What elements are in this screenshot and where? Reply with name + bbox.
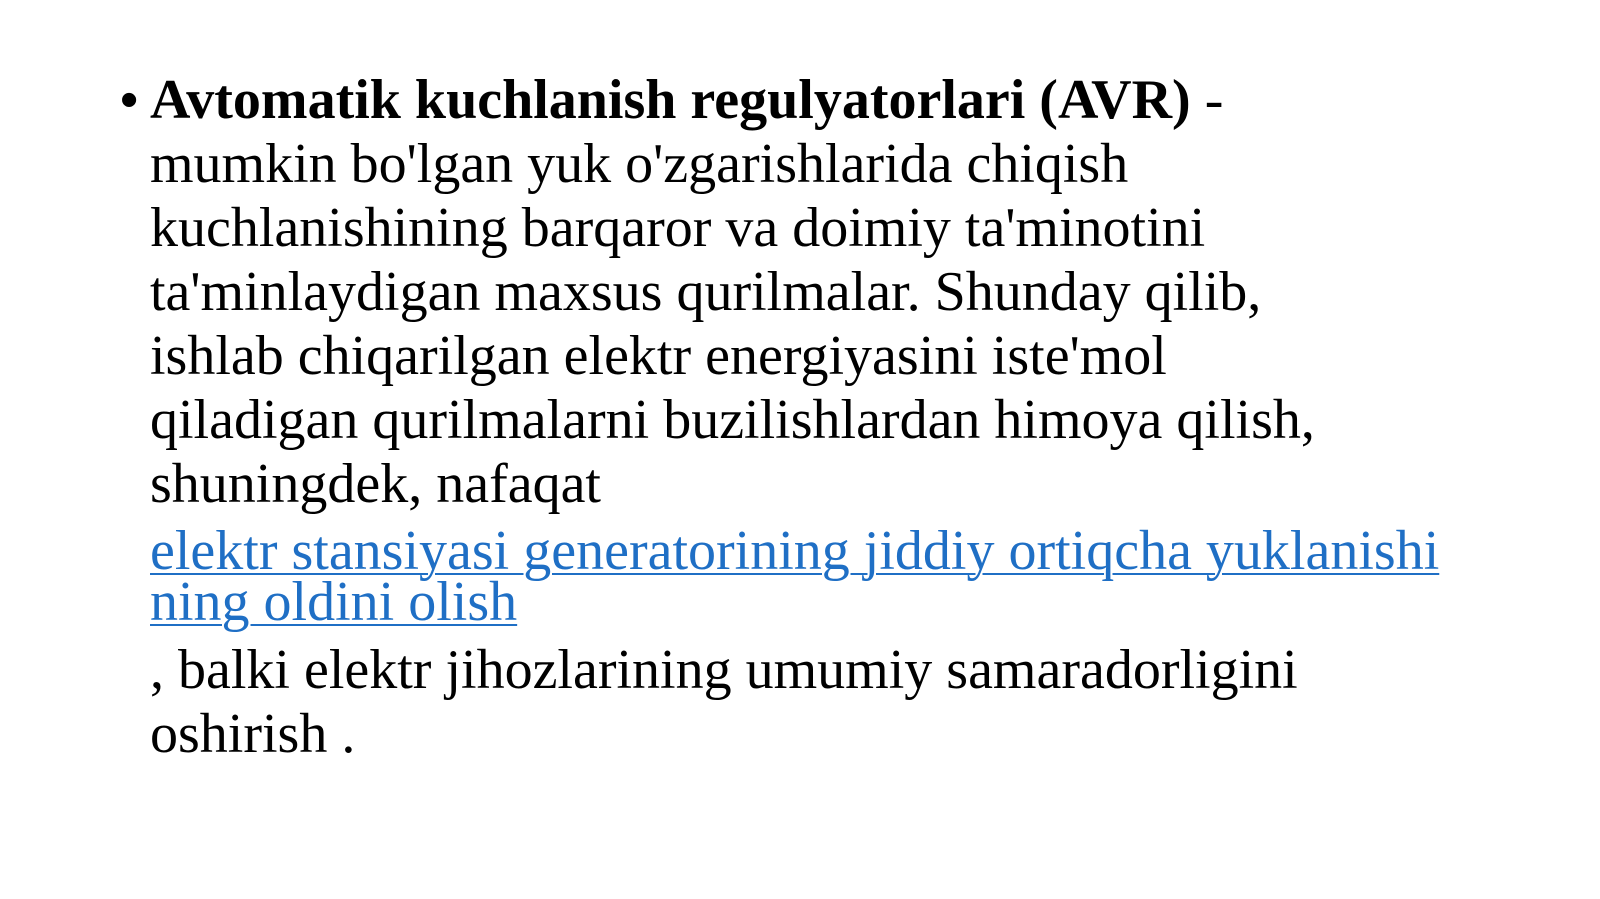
text-line: , balki elektr jihozlarining umumiy samaradorligini xyxy=(150,639,1298,701)
term-heading: Avtomatik kuchlanish regulyatorlari (AVR) xyxy=(150,69,1191,131)
generator-overload-link[interactable]: elektr stansiyasi generatorining jiddiy ortiqcha yuklanishining oldini olish xyxy=(150,520,1440,633)
text-line: ishlab chiqarilgan elektr energiyasini iste'mol xyxy=(150,325,1167,387)
text-line: ta'minlaydigan maxsus qurilmalar. Shunday qilib, xyxy=(150,261,1262,323)
bullet-icon: • xyxy=(120,71,139,129)
bullet-item xyxy=(120,68,1460,766)
text-line: mumkin bo'lgan yuk o'zgarishlarida chiqish xyxy=(150,133,1129,195)
term-line xyxy=(150,68,1460,132)
term-dash: - xyxy=(1190,69,1224,131)
bullet-text xyxy=(150,68,1460,766)
text-line: kuchlanishining barqaror va doimiy ta'minotini xyxy=(150,197,1206,259)
text-line: qiladigan qurilmalarni buzilishlardan himoya qilish, xyxy=(150,389,1315,451)
text-line: shuningdek, nafaqat xyxy=(150,453,601,515)
text-line: oshirish . xyxy=(150,703,356,765)
